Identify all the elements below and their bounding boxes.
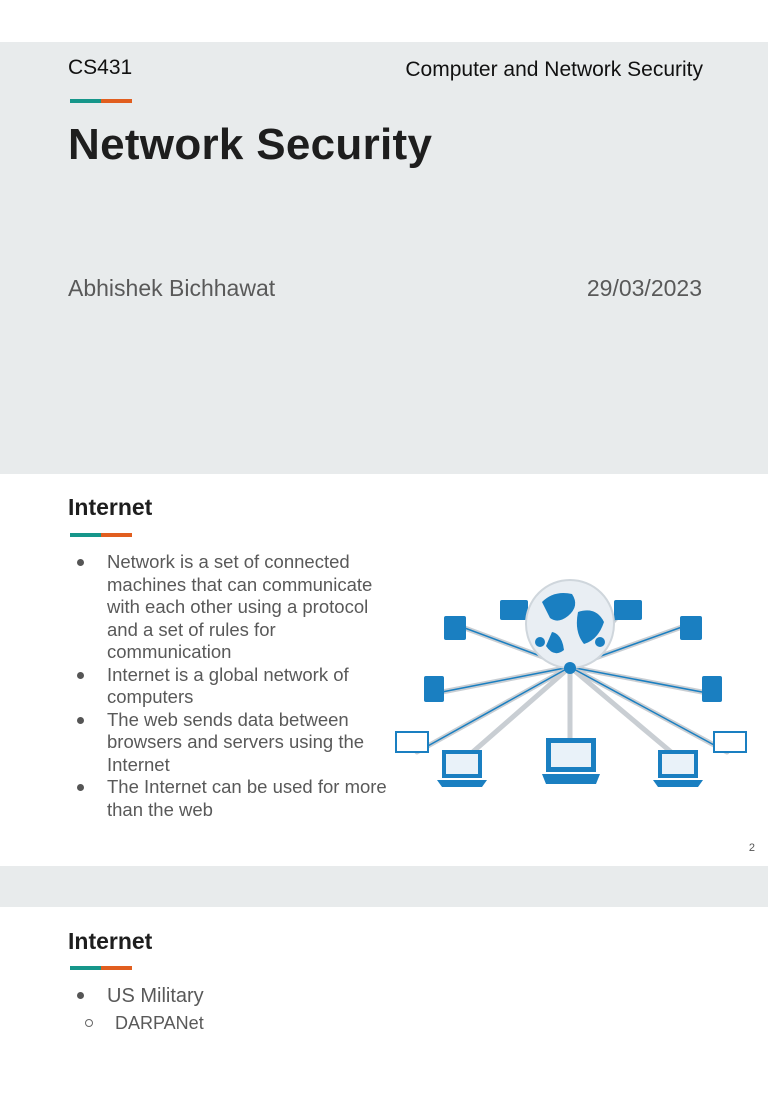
- list-item: The web sends data between browsers and servers using the Internet: [68, 709, 398, 777]
- hollow-bullet-icon: [85, 1019, 93, 1027]
- slide-title: Network Security: [68, 120, 433, 169]
- bullet-icon: [77, 672, 84, 679]
- list-item: Internet is a global network of computers: [68, 664, 398, 709]
- internet-slide: [0, 474, 768, 866]
- title-slide: [0, 42, 768, 474]
- page-number: 2: [748, 842, 755, 854]
- slide-heading: Internet: [68, 494, 153, 520]
- accent-bar: [70, 533, 132, 537]
- bullet-icon: [77, 559, 84, 566]
- list-item: Network is a set of connected machines that can communicate with each other using a protocol and a set of rules for communication: [68, 551, 398, 664]
- list-item: US Military: [68, 983, 668, 1009]
- bullet-icon: [77, 784, 84, 791]
- course-name: Computer and Network Security: [405, 58, 703, 81]
- slide-separator: [0, 866, 768, 907]
- bullet-list: [68, 983, 668, 1009]
- author-name: Abhishek Bichhawat: [68, 275, 276, 301]
- internet-history-slide: [0, 907, 768, 1107]
- presentation-date: 29/03/2023: [586, 275, 702, 301]
- list-item: The Internet can be used for more than the web: [68, 776, 398, 821]
- accent-bar: [70, 99, 132, 103]
- slide-heading: Internet: [68, 928, 153, 954]
- sub-list-item: DARPANet: [115, 1013, 204, 1034]
- bullet-icon: [77, 717, 84, 724]
- course-code: CS431: [68, 56, 133, 79]
- network-globe-illustration: [382, 572, 768, 794]
- accent-bar: [70, 966, 132, 970]
- bullet-list: [68, 551, 398, 821]
- bullet-icon: [77, 992, 84, 999]
